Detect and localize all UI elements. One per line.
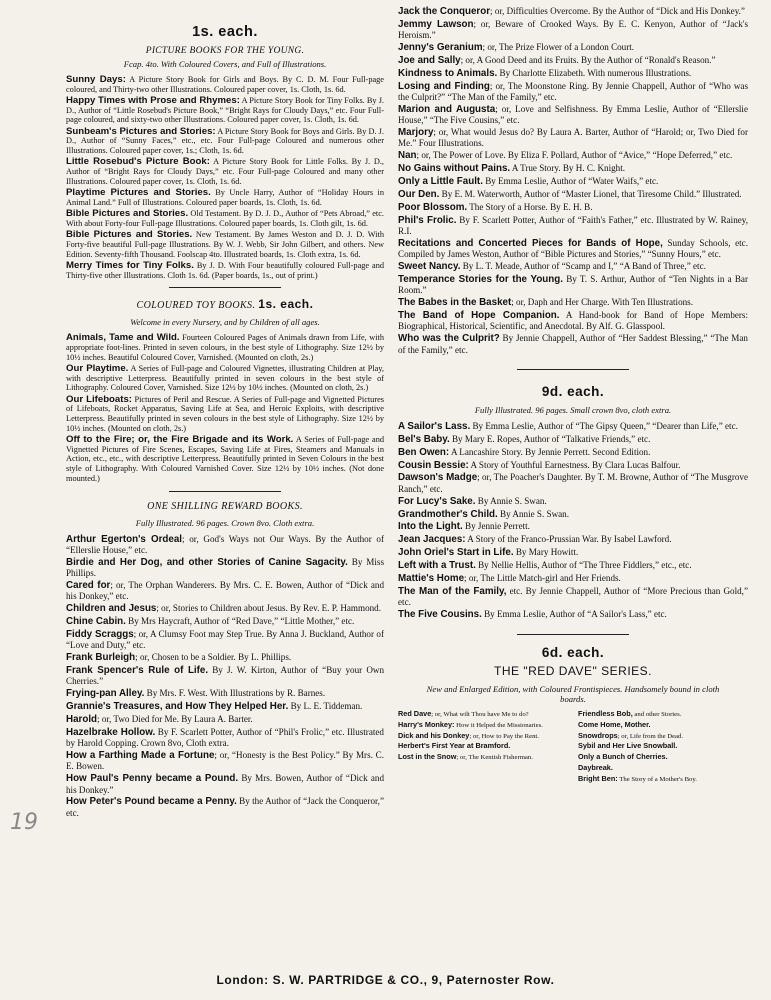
book-description: ; or, The Moonstone Ring. By Jennie Chappell, Author of “Who was the Culprit?” “The Man of the Family,” etc. (398, 80, 749, 103)
book-description: ; or, What would Jesus do? By Laura A. Barter, Author of “Harold; or, Two Died for Me.” Four Illustrations. (398, 127, 748, 149)
book-title: Snowdrops (578, 730, 618, 740)
toy-books-subheading: Welcome in every Nursery, and by Children of all ages. (130, 317, 320, 328)
book-title: Frank Spencer's Rule of Life. (66, 664, 209, 676)
book-title: Marion and Augusta (398, 103, 496, 115)
book-title: Harry's Monkey: (398, 720, 455, 730)
book-entry (578, 732, 748, 741)
book-description: ; or, Love and Selfishness. By Emma Leslie, Author of “Ellerslie House,” “The Five Cousins,” etc. (398, 103, 748, 126)
book-description: The Story of a Mother's Boy. (617, 775, 697, 783)
book-title: Dawson's Madge (398, 472, 478, 484)
publisher-footer: London: S. W. PARTRIDGE & CO., 9, Paternoster Row. (216, 973, 555, 987)
picture-books-details: Fcap. 4to. With Coloured Covers, and Full of Illustrations. (123, 59, 327, 69)
book-entry (398, 573, 748, 584)
ninepenny-list (398, 421, 748, 620)
book-entry (398, 150, 748, 161)
book-entry (66, 127, 384, 156)
book-title: Come Home, Mother. (578, 720, 651, 730)
book-entry (66, 75, 384, 94)
book-entry (66, 557, 384, 579)
book-entry (398, 447, 748, 458)
book-title: Fiddy Scraggs (66, 628, 134, 640)
divider (169, 491, 281, 492)
book-description: By the Author of “Jack the Conqueror,” etc. (66, 796, 384, 818)
book-description: By J. W. Kirton, Author of “Buy your Own Cherries.” (66, 664, 384, 687)
book-entry (66, 727, 384, 749)
book-title: Herbert's First Year at Bramford. (398, 741, 511, 751)
book-title: Harold (66, 713, 98, 725)
book-title: Only a Bunch of Cherries. (578, 752, 668, 762)
book-title: Frank Burleigh (66, 652, 136, 664)
book-entry (66, 750, 384, 772)
ninepenny-details: Fully Illustrated. 96 pages. Small crown 8vo, cloth extra. (474, 404, 672, 415)
book-title: Red Dave (398, 709, 432, 719)
book-entry (398, 238, 748, 260)
book-description: New Testament. By James Weston and D. J. D. With Forty-five beautiful Full-page Illustrations. By W. J. Webb, Sir John Gilbert, and others. New Edition. Seventy-fifth Thousand. Foolscap 4to. Illustrated boards, 1s. Cloth extra, 1s. 6d. (66, 230, 384, 259)
book-title: Cared for (66, 579, 111, 591)
book-title: Jemmy Lawson (398, 18, 474, 30)
book-entry (398, 215, 748, 237)
book-entry (66, 534, 384, 556)
book-description: A Picture Story Book for Tiny Folks. By J. D., Author of “Little Rosebud's Picture Book,” “Bright Rays for Cloudy Days,” etc. Four Full-page coloured, and sixty-two other Illustrations. Coloured paper cover, 1s. Cloth, 1s. 6d. (66, 96, 384, 125)
book-description: By L. E. Tiddeman. (288, 701, 363, 712)
book-entry (398, 104, 748, 126)
picture-books-heading: PICTURE BOOKS FOR THE YOUNG. (145, 46, 305, 56)
book-entry (66, 796, 384, 818)
book-description: By E. M. Waterworth, Author of “Master Lionel, that Tiresome Child.” Illustrated. (439, 188, 742, 199)
book-description: By F. Scarlett Potter, Author of “Phil's Frolic,” etc. Illustrated by Harold Copping. Crown 8vo, Cloth extra. (66, 726, 384, 749)
book-title: Mattie's Home (398, 572, 465, 584)
book-title: Losing and Finding (398, 80, 490, 92)
book-title: Jenny's Geranium (398, 42, 483, 54)
toy-books-list (66, 333, 384, 483)
book-description: By L. T. Meade, Author of “Scamp and I,” “A Band of Three,” etc. (460, 261, 706, 272)
book-description: A Picture Story Book for Girls and Boys. By C. D. M. Four Full-page coloured, and Thirty-two other Illustrations. Coloured paper cover, 1s. Cloth, 1s. 6d. (66, 75, 384, 94)
book-entry (398, 509, 748, 520)
book-entry (398, 176, 748, 187)
book-description: By Annie S. Swan. (497, 508, 570, 519)
right-column (398, 6, 748, 785)
reward-books-details: Fully Illustrated. 96 pages. Crown 8vo. Cloth extra. (135, 517, 315, 528)
book-description: By Emma Leslie, Author of “The Gipsy Queen,” “Dearer than Life,” etc. (470, 420, 738, 431)
book-title: Left with a Trust. (398, 560, 476, 572)
book-title: How a Farthing Made a Fortune (66, 750, 215, 762)
book-title: Bright Ben: (578, 773, 618, 783)
book-title: Frying-pan Alley. (66, 688, 145, 700)
book-entry (66, 603, 384, 614)
book-entry (66, 230, 384, 259)
book-description: ; or, Two Died for Me. By Laura A. Barter. (97, 713, 253, 724)
book-description: ; or, Beware of Crooked Ways. By E. C. Kenyon, Author of “Jack's Heroism.” (398, 18, 748, 41)
book-description: ; or, Life from the Dead. (617, 732, 684, 740)
book-title: Cousin Bessie: (398, 459, 469, 471)
book-description: By Mrs. F. West. With Illustrations by R. Barnes. (144, 688, 326, 699)
red-dave-col-a (398, 710, 568, 785)
book-description: ; or, A Good Deed and its Fruits. By the Author of “Ronald's Reason.” (460, 54, 716, 65)
book-entry (398, 68, 748, 79)
section-heading-6d: 6d. each. (541, 645, 605, 661)
book-title: For Lucy's Sake. (398, 495, 476, 507)
book-description: By Mrs. Bowen, Author of “Dick and his Donkey.” (66, 773, 384, 795)
book-entry (398, 742, 568, 751)
book-description: A Series of Full-page and Vignetted Pictures of Fire Scenes, Escapes, Saving Life at Fires, Steamers and Manuals in Action, etc., etc., with descriptive Letterpress. Beautifully printed in Seven Colours in the best style of Lithography. With Coloured Varnished Cover. Size 12½ by 10½ inches. (Not done mounted.) (66, 435, 384, 483)
book-title: Recitations and Concerted Pieces for Bands of Hope, (398, 237, 663, 249)
book-description: ; or, Daph and Her Charge. With Ten Illustrations. (511, 297, 693, 308)
book-description: By Nellie Hellis, Author of “The Three Fiddlers,” etc., etc. (475, 560, 692, 571)
book-title: Joe and Sally (398, 54, 461, 66)
divider (169, 287, 281, 288)
book-entry (66, 364, 384, 393)
book-title: Lost in the Snow (398, 752, 457, 762)
book-entry (398, 19, 748, 41)
book-title: Sweet Nancy. (398, 261, 461, 273)
book-entry (66, 616, 384, 627)
book-description: By Mary Howitt. (513, 547, 579, 558)
book-entry (398, 721, 568, 730)
book-title: Bible Pictures and Stories. (66, 208, 189, 220)
book-description: ; or, “Honesty is the Best Policy.” By Mrs. C. E. Bowen. (66, 750, 384, 772)
book-entry (66, 395, 384, 434)
book-entry (66, 580, 384, 602)
book-title: Jack the Conqueror (398, 6, 491, 17)
book-entry (398, 547, 748, 558)
book-title: Only a Little Fault. (398, 176, 483, 188)
book-title: Our Lifeboats: (66, 393, 132, 405)
book-entry (398, 297, 748, 308)
book-description: Pictures of Peril and Rescue. A Series of Full-page and Vignetted Pictures of Lifeboats, Rocket Apparatus, Saving Life at Sea, and Heroic Exploits, with descriptive Letterpress. Beautifully printed in seven colours in the best style of Lithography. Size 12½ by 10½ inches. (Mounted on cloth, 2s.) (66, 394, 385, 433)
book-description: By Uncle Harry, Author of “Holiday Hours in Animal Land.” Full of Illustrations. Coloured paper boards, 1s. Cloth, 1s. 6d. (66, 188, 384, 207)
book-entry (66, 688, 384, 699)
book-description: A Story of Youthful Earnestness. By Clara Lucas Balfour. (468, 459, 681, 470)
reward-books-continued-list (398, 6, 748, 355)
book-title: Little Rosebud's Picture Book: (66, 156, 210, 168)
book-title: Bible Pictures and Stories. (66, 229, 193, 241)
book-entry (66, 773, 384, 795)
book-entry (398, 732, 568, 741)
book-description: By Miss Phillips. (66, 556, 384, 579)
book-description: and other Stories. (632, 711, 682, 719)
book-title: Daybreak. (578, 762, 613, 772)
book-entry (66, 333, 384, 362)
book-description: ; or, How to Pay the Rent. (469, 732, 539, 740)
reward-books-list (66, 534, 384, 818)
book-entry (398, 534, 748, 545)
book-description: Fourteen Coloured Pages of Animals drawn from Life, with appropriate foot-lines. Printed in seven colours, in the best style of Lithography. Size 12½ by 10½ inches. Beautiful Coloured Cover, Varnished. (Mounted on cloth, 2s.) (66, 333, 384, 362)
book-title: The Band of Hope Companion. (398, 310, 560, 322)
book-title: Grannie's Treasures, and How They Helped Her. (66, 701, 289, 713)
book-description: By J. D. With Four beautifully coloured Full-page and Thirty-five other Illustrations. Cloth 1s. 6d. (Paper boards, 1s., out of print.) (66, 260, 385, 280)
book-entry (578, 775, 748, 784)
book-entry (66, 714, 384, 725)
book-entry (66, 96, 384, 125)
book-description: ; or, The Kentish Fisherman. (456, 754, 533, 762)
book-entry (398, 496, 748, 507)
book-title: Nan (398, 150, 417, 162)
book-description: The Story of a Horse. By E. H. B. (467, 201, 593, 212)
book-description: A Picture Story Book for Little Folks. By J. D., Author of “Bright Rays for Cloudy Days,” etc. Four Full-page Coloured and many other Illustrations. Coloured paper cover, 1s. Cloth, 1s. 6d. (66, 157, 384, 186)
book-entry (578, 764, 748, 773)
book-entry (66, 209, 384, 228)
book-description: etc. By Jennie Chappell, Author of “More Precious than Gold,” etc. (398, 585, 748, 608)
book-description: ; or, God's Ways not Our Ways. By the Author of “Ellerslie House,” etc. (66, 533, 384, 555)
red-dave-grid (398, 710, 748, 785)
book-title: Grandmother's Child. (398, 508, 498, 520)
book-entry (398, 163, 748, 174)
book-description: A Hand-book for Band of Hope Members: Biographical, Historical, Scientific, and Anecdotal. By Alf. G. Glasspool. (398, 310, 748, 332)
book-title: Arthur Egerton's Ordeal (66, 533, 183, 545)
book-entry (66, 701, 384, 712)
book-title: No Gains without Pains. (398, 163, 511, 175)
book-title: Sybil and Her Live Snowball. (578, 741, 678, 751)
book-entry (66, 157, 384, 186)
book-description: By F. Scarlett Potter, Author of “Faith's Father,” etc. Illustrated by W. Rainey, R.I. (398, 214, 749, 237)
book-entry (578, 742, 748, 751)
book-description: By Mrs Haycraft, Author of “Red Dave,” “Little Mother,” etc. (125, 616, 355, 626)
book-entry (398, 6, 748, 17)
book-description: ; or, The Poacher's Daughter. By T. M. Browne, Author of “The Musgrove Ranch,” etc. (398, 472, 748, 494)
book-title: How Paul's Penny became a Pound. (66, 773, 239, 785)
book-title: Jean Jacques: (398, 534, 466, 546)
book-entry (398, 421, 748, 432)
book-description: By Annie S. Swan. (475, 495, 547, 506)
book-entry (398, 189, 748, 200)
book-title: Merry Times for Tiny Folks. (66, 259, 194, 271)
book-description: ; or, Difficulties Overcome. By the Author of “Dick and His Donkey.” (490, 6, 745, 16)
book-title: Our Playtime. (66, 362, 129, 374)
book-description: How it Helped the Missionaries. (454, 722, 543, 730)
book-title: Off to the Fire; or, the Fire Brigade and its Work. (66, 434, 294, 446)
book-entry (398, 274, 748, 296)
book-description: ; or, The Orphan Wanderers. By Mrs. C. E. Bowen, Author of “Dick and his Donkey,” etc. (66, 579, 384, 602)
book-title: The Man of the Family, (398, 585, 507, 597)
book-description: ; or, The Prize Flower of a London Court. (482, 42, 635, 53)
book-title: John Oriel's Start in Life. (398, 547, 514, 559)
book-entry (398, 42, 748, 53)
book-description: By Emma Leslie, Author of “A Sailor's Lass,” etc. (481, 609, 667, 620)
book-entry (66, 188, 384, 207)
book-title: The Five Cousins. (398, 609, 482, 621)
book-title: Into the Light. (398, 521, 463, 533)
book-title: Temperance Stories for the Young. (398, 274, 563, 286)
book-title: Chine Cabin. (66, 616, 126, 627)
book-entry (66, 435, 384, 484)
margin-number: 19 (10, 810, 38, 835)
red-dave-series-title: THE "RED DAVE" SERIES. (494, 664, 652, 679)
book-entry (398, 310, 748, 332)
book-title: Poor Blossom. (398, 201, 468, 213)
section-heading-9d: 9d. each. (541, 383, 605, 399)
book-title: Bel's Baby. (398, 433, 450, 445)
book-title: Ben Owen: (398, 446, 450, 458)
book-title: Kindness to Animals. (398, 67, 498, 79)
book-description: A Lancashire Story. By Jennie Perrett. Second Edition. (449, 446, 651, 457)
book-description: Sunday Schools, etc. Compiled by James Weston, Author of “Bible Pictures and Stories,” “Sunny Hours,” etc. (398, 237, 748, 260)
left-column (66, 22, 384, 820)
book-entry (66, 629, 384, 651)
book-entry (398, 434, 748, 445)
book-title: Phil's Frolic. (398, 214, 457, 226)
book-entry (398, 609, 748, 620)
divider (517, 369, 629, 370)
book-description: By Emma Leslie, Author of “Water Waifs,” etc. (482, 176, 659, 187)
divider (517, 634, 629, 635)
book-description: ; or, A Clumsy Foot may Step True. By Anna J. Buckland, Author of “Love and Duty,” etc. (66, 628, 384, 651)
book-description: A True Story. By H. C. Knight. (510, 163, 626, 174)
book-description: By T. S. Arthur, Author of “Ten Nights in a Bar Room.” (398, 274, 748, 296)
book-entry (398, 586, 748, 608)
book-entry (578, 721, 748, 730)
book-description: By Jennie Chappell, Author of “Her Saddest Blessing,” “The Man of the Family,” etc. (398, 333, 748, 355)
book-description: A Series of Full-page and Coloured Vignettes, illustrating Children at Play, with descriptive Letterpress. Beautifully printed in seven colours in the best style of Lithography. Coloured Cover, Varnished. Size 12½ by 10½ inches. (Mounted on cloth, 2s.) (66, 363, 384, 393)
book-description: By Jennie Perrett. (462, 521, 530, 532)
book-title: Sunbeam's Pictures and Stories: (66, 125, 216, 137)
book-title: Sunny Days: (66, 74, 126, 85)
book-entry (66, 261, 384, 280)
book-entry (398, 521, 748, 532)
book-description: By Mary E. Ropes, Author of “Talkative Friends,” etc. (449, 433, 651, 444)
section-heading-1s: 1s. each. (192, 24, 258, 40)
book-title: Hazelbrake Hollow. (66, 726, 156, 738)
book-description: A Picture Story Book for Boys and Girls. By D. J. D., Author of “Sunny Faces,” etc., etc. Four Full-page Coloured and numerous other Illustrations. Coloured paper cover, 1s.; Cloth, 1s. 6d. (66, 126, 384, 156)
book-title: Children and Jesus (66, 603, 157, 615)
book-entry (398, 81, 748, 103)
book-entry (398, 560, 748, 571)
book-title: Who was the Culprit? (398, 333, 500, 345)
book-description: By Charlotte Elizabeth. With numerous Illustrations. (497, 67, 692, 78)
book-description: A Story of the Franco-Prussian War. By Isabel Lawford. (465, 534, 672, 545)
book-title: A Sailor's Lass. (398, 420, 471, 432)
book-title: Happy Times with Prose and Rhymes: (66, 95, 240, 106)
book-entry (398, 460, 748, 471)
book-title: Friendless Bob, (578, 709, 633, 719)
red-dave-details: New and Enlarged Edition, with Coloured Frontispieces. Handsomely bound in cloth boards. (426, 684, 720, 705)
book-entry (66, 665, 384, 687)
book-entry (398, 333, 748, 355)
book-entry (578, 753, 748, 762)
book-description: ; or, The Power of Love. By Eliza F. Pollard, Author of “Avice,” “Hope Deferred,” etc. (416, 150, 733, 161)
book-title: Marjory (398, 127, 434, 139)
book-entry (578, 710, 748, 719)
book-entry (398, 753, 568, 762)
book-title: Birdie and Her Dog, and other Stories of Canine Sagacity. (66, 556, 348, 568)
book-description: ; or, Stories to Children about Jesus. By Rev. E. P. Hammond. (156, 603, 381, 614)
book-entry (398, 261, 748, 272)
red-dave-col-b (578, 710, 748, 785)
book-title: Dick and his Donkey (398, 730, 470, 740)
book-entry (398, 127, 748, 149)
book-description: ; or, What wilt Thou have Me to do? (431, 711, 529, 719)
book-description: ; or, The Little Match-girl and Her Friends. (464, 572, 621, 583)
book-entry (398, 472, 748, 494)
reward-books-heading: ONE SHILLING REWARD BOOKS. (147, 500, 303, 512)
book-entry (398, 710, 568, 719)
picture-books-list (66, 75, 384, 280)
book-title: Playtime Pictures and Stories. (66, 187, 211, 199)
book-description: Old Testament. By D. J. D., Author of “Pets Abroad,” etc. With about Forty-four Full-page Illustrations. Coloured paper boards, 1s. Cloth gilt, 1s. 6d. (66, 209, 384, 228)
book-title: Animals, Tame and Wild. (66, 332, 180, 344)
book-entry (398, 202, 748, 213)
book-description: ; or, Chosen to be a Soldier. By L. Phillips. (135, 652, 292, 663)
book-title: Our Den. (398, 188, 440, 200)
book-title: The Babes in the Basket (398, 297, 512, 309)
toy-books-heading: COLOURED TOY BOOKS. 1s. each. (136, 297, 314, 312)
book-title: How Peter's Pound became a Penny. (66, 796, 237, 808)
book-entry (398, 55, 748, 66)
book-entry (66, 652, 384, 663)
